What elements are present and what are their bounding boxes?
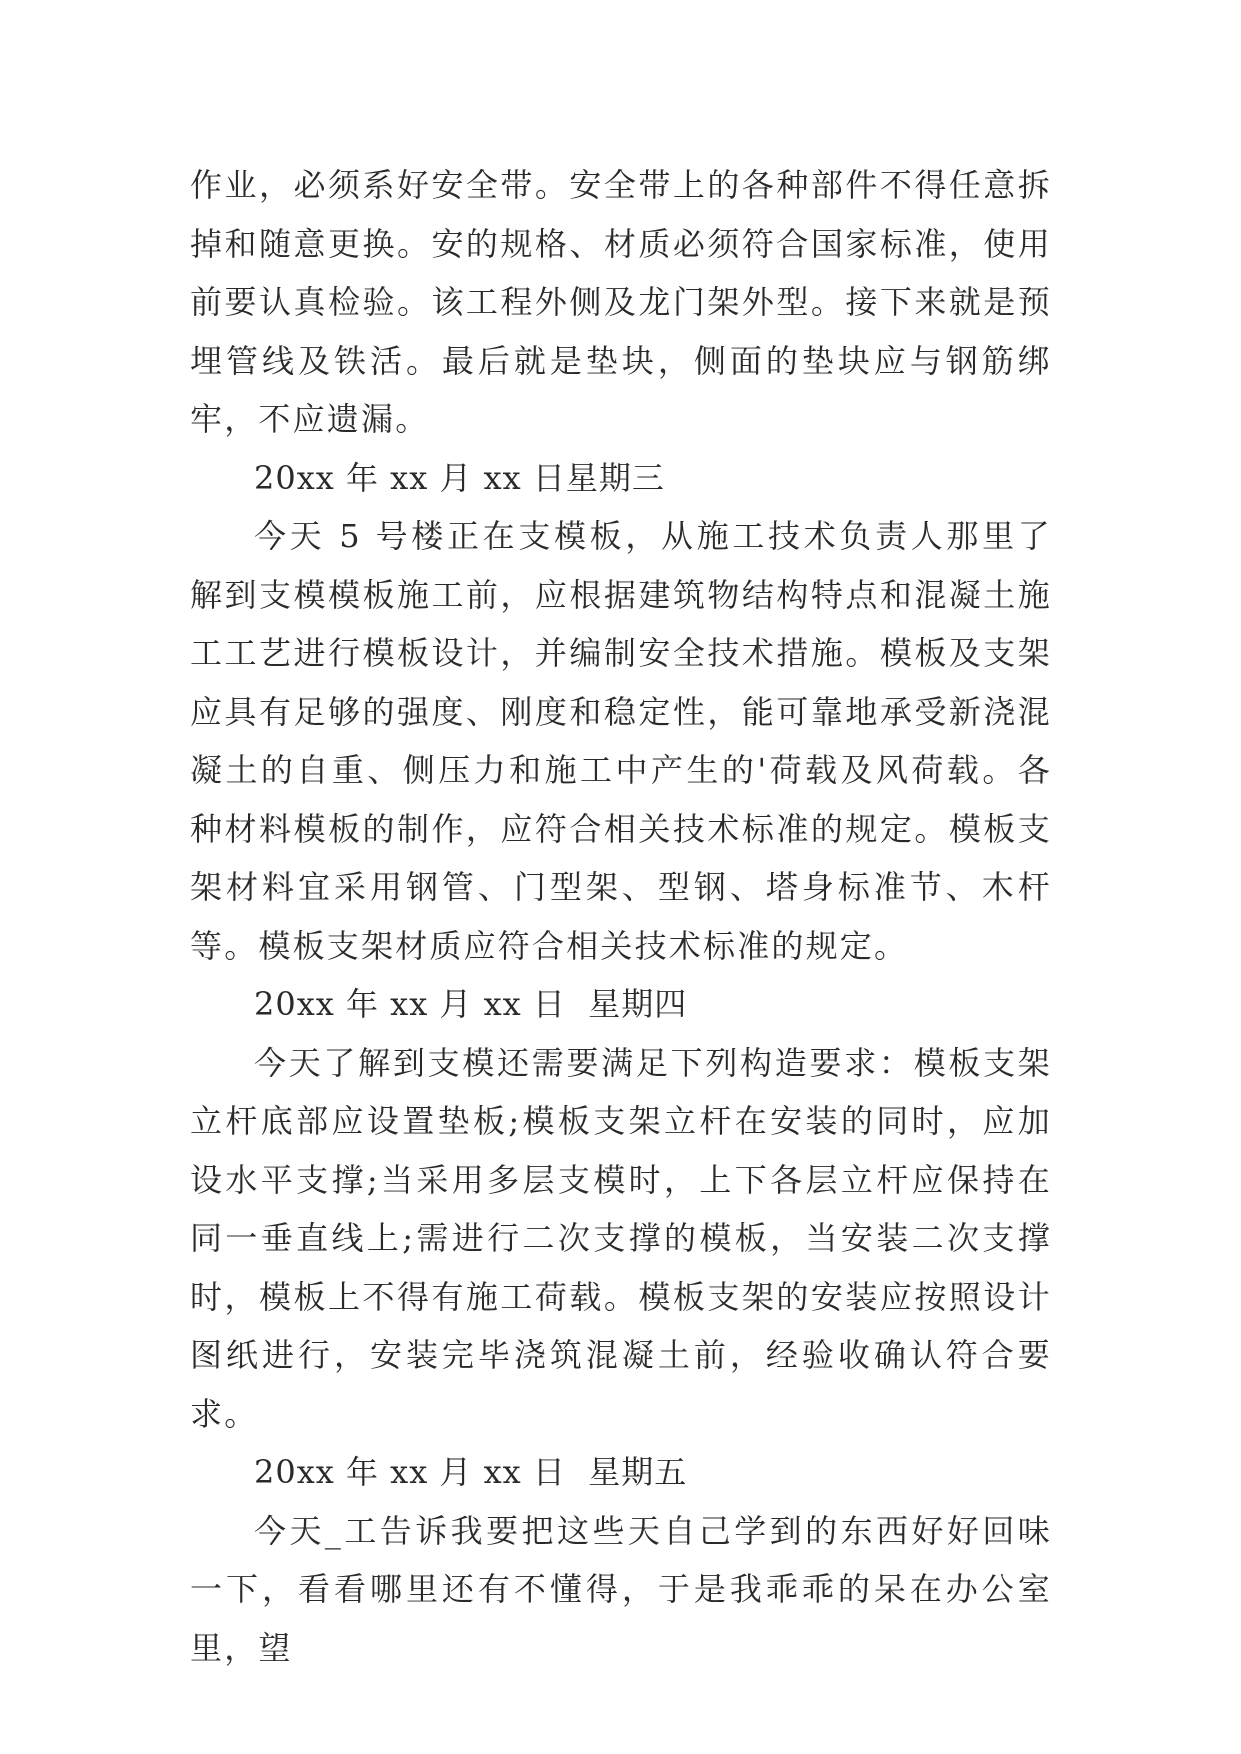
paragraph-safety-belt: 作业，必须系好安全带。安全带上的各种部件不得任意拆掉和随意更换。安的规格、材质必须符合国家标准，使用前要认真检验。该工程外侧及龙门架外型。接下来就是预埋管线及铁活。最后就是垫块，侧面的垫块应与钢筋绑牢，不应遗漏。	[190, 166, 1052, 438]
paragraph-formwork-design: 今天 5 号楼正在支模板，从施工技术负责人那里了解到支模模板施工前，应根据建筑物结构特点和混凝土施工工艺进行模板设计，并编制安全技术措施。模板及支架应具有足够的强度、刚度和稳定性，能可靠地承受新浇混凝土的自重、侧压力和施工中产生的'荷载及风荷载。各种材料模板的制作，应符合相关技术标准的规定。模板支架材料宜采用钢管、门型架、型钢、塔身标准节、木杆等。模板支架材质应符合相关技术标准的规定。	[190, 517, 1052, 965]
paragraph-review-day: 今天_工告诉我要把这些天自己学到的东西好好回味一下，看看哪里还有不懂得，于是我乖乖的呆在办公室里，望	[190, 1511, 1052, 1667]
paragraph-formwork-requirements: 今天了解到支模还需要满足下列构造要求：模板支架立杆底部应设置垫板;模板支架立杆在安装的同时，应加设水平支撑;当采用多层支模时，上下各层立杆应保持在同一垂直线上;需进行二次支撑的模板，当安装二次支撑时，模板上不得有施工荷载。模板支架的安装应按照设计图纸进行，安装完毕浇筑混凝土前，经验收确认符合要求。	[190, 1043, 1052, 1433]
document-body	[190, 156, 1052, 1677]
date-heading-thursday: 20xx 年 xx 月 xx 日 星期四	[254, 985, 688, 1023]
date-heading-friday: 20xx 年 xx 月 xx 日 星期五	[254, 1453, 688, 1491]
date-heading-wednesday: 20xx 年 xx 月 xx 日星期三	[254, 458, 665, 497]
